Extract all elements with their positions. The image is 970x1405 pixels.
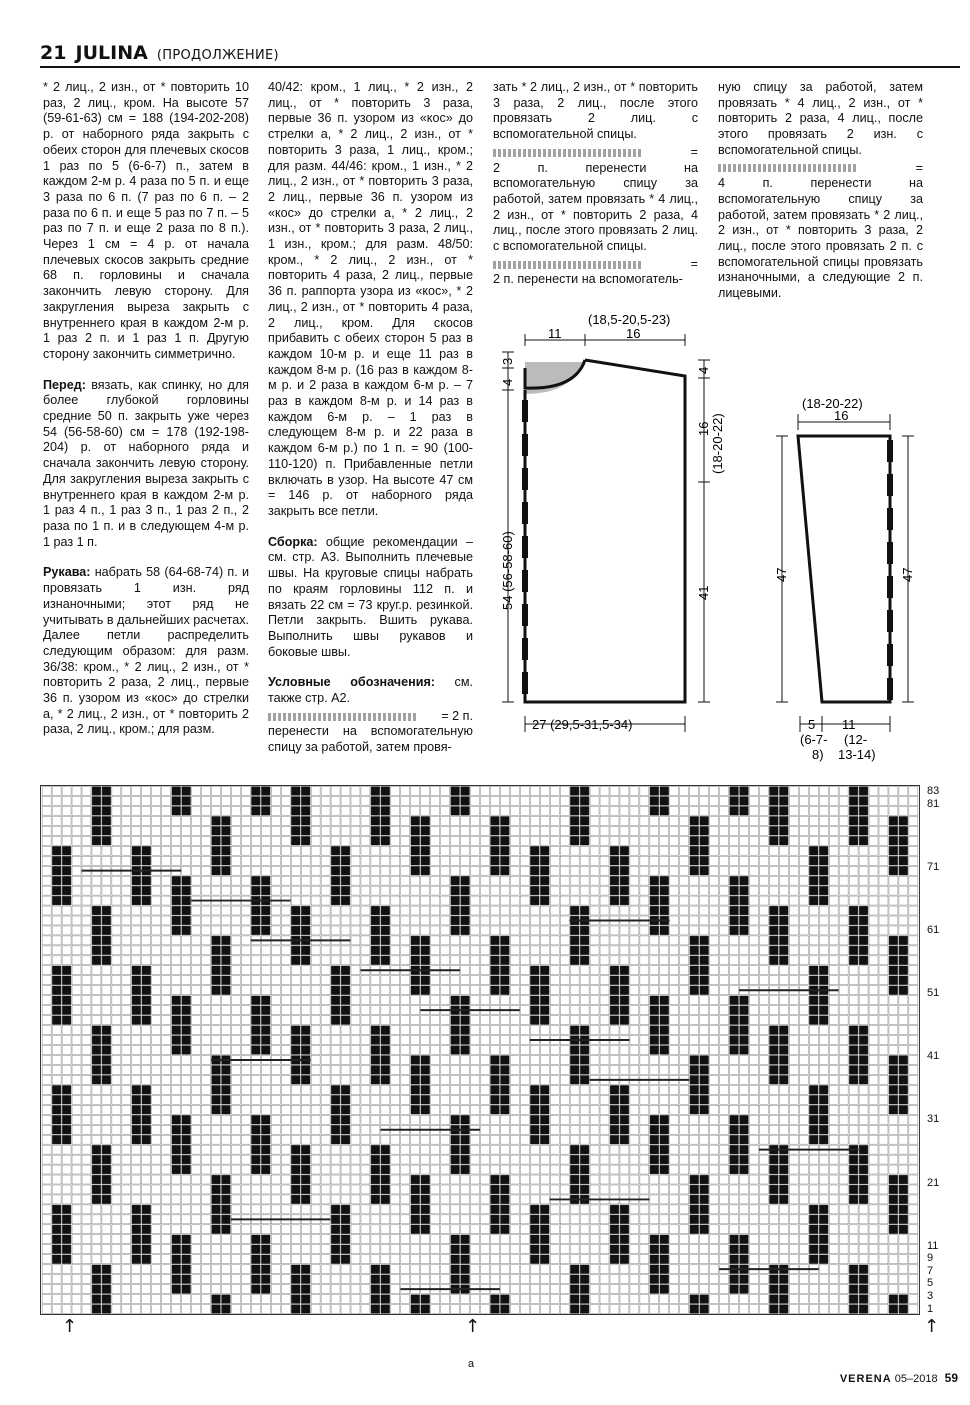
sleeve-dim-right: 47 [900,567,915,582]
legend-symbol-2-eq: = [690,144,698,159]
arrow-up-icon: ↑ [924,1316,940,1337]
sleeves-label: Рукава: [43,565,91,580]
pattern-subtitle: (ПРОДОЛЖЕНИЕ) [156,48,279,63]
page-header [40,42,960,66]
text-column-3 [493,80,698,288]
pattern-title: JULINA [75,42,148,64]
pattern-number: 21 [40,42,67,64]
sleeve-dim-bottom-d: (12- [844,732,868,747]
front-label: Перед: [43,377,86,392]
chart-row-label: 41 [927,1050,940,1063]
schematics [490,310,930,780]
front-text: вязать, как спинку, но для более глубокой горловины средние 50 п. закрыть уже через 54 (56-58-60) см = 178 (192-198-204) р. от наборного ряда и сначала закончить левую сторону. Для закругления выреза закрыть с внутреннего края в каждом 2-м р. 1 раз 4 п., 1 раз 3 п., 1 раз 2 п., 2 раза по 1 п. и в следующем 4-м р. 1 раз 1 п. [43,377,249,549]
legend-symbol-row-1 [268,709,473,725]
arrow-up-icon: ↑ [62,1316,78,1337]
dim-right-mid-a: 16 [696,421,711,436]
dim-left-big: 54 (56-58-60) [500,531,515,610]
text-column-4 [718,80,923,302]
dim-top-mid: 16 [626,326,641,341]
chart-row-label: 61 [927,924,940,937]
chart-row-label: 5 [927,1277,934,1290]
dim-bottom: 27 (29,5-31,5-34) [532,717,633,732]
magazine-issue: 05–2018 [894,1373,938,1385]
chart-row-label: 1 [927,1302,934,1315]
chart-row-label: 83 [927,785,940,798]
text-column-2 [268,80,473,756]
assembly-text: общие рекомендации – см. стр. А3. Выполнить плечевые швы. На круговые спицы набрать по краям горловины 112 п. и вязать 22 см = 73 круг.р. резинкой. Петли закрыть. Вшить рукава. Выполнить швы рукавов и боковые швы. [268,534,473,659]
legend-text: см. также стр. А2. [268,675,473,706]
legend-symbol-1-eq: = 2 п. [441,708,473,723]
sleeves-text: набрать 58 (64-68-74) п. и провязать 1 изн. ряд изнаночными; этот ряд не учитывать в дальнейших расчетах. Далее петли распределить следующим образом: для разм. 36/38: кром., * 2 лиц., 2 изн., от * повторить 2 раза, 2 лиц., первые 36 п. узором из «кос» до стрелки а, * 2 лиц., 2 изн., от * повторить 2 раза, 2 лиц., кром.; для разм. [43,565,249,737]
arrow-up-icon: ↑ [465,1316,481,1337]
legend-paragraph [268,675,473,706]
sleeve-dim-top: 16 [834,408,849,423]
sleeve-dim-bottom-b: 11 [842,717,856,732]
magazine-brand: VERENA [839,1373,892,1385]
legend-symbol-1-text: перенести на вспомогательную спицу за работой, затем провя- [268,724,473,755]
dim-top-left: 11 [548,326,562,341]
sleeve-dim-bottom-e: 8) [812,747,824,762]
legend-symbol-row-3 [493,257,698,273]
sleeves-paragraph [43,565,249,738]
chart-row-labels [927,785,957,1315]
legend-symbol-3-text: 2 п. перенести на вспомогатель- [493,272,683,287]
cable-symbol-icon [493,261,641,269]
dim-right-mid-b: (18-20-22) [710,413,725,474]
sleeve-dim-bottom-c: (6-7- [800,732,828,747]
knitting-chart [40,785,920,1315]
dim-right-small: 4 [696,366,711,374]
legend-symbol-4-text: 4 п. перенести на вспомогательную спицу за работой, затем провязать * 2 лиц., 2 изн., от * повторить 3 раза, 2 лиц., после этого провязать 2 п. с вспомогательной спицы провязать изнаночными, а следующие 2 п. лицевыми. [718,176,923,301]
legend-symbol-1-cont: зать * 2 лиц., 2 изн., от * повторить 3 раза, 2 лиц., после этого провязать 2 лиц. с вспомогательной спицы. [493,80,698,142]
sleeve-dim-bottom-a: 5 [808,717,816,732]
sleeve-schematic [774,396,915,762]
assembly-label: Сборка: [268,534,318,549]
chart-row-label: 71 [927,861,940,874]
sleeves-continued-text: 40/42: кром., 1 лиц., * 2 изн., 2 лиц., от * повторить 3 раза, первые 36 п. узором из «кос» до стрелки а, * 2 лиц., 2 изн., от * повторить 3 раза, 1 лиц., кром.; для разм. 44/46: кром., 1 изн., * 2 лиц., 2 изн., от * повторить 3 раза, 2 лиц., первые 36 п. узором из «кос» до стрелки а, * 2 лиц., 2 изн., от * повторить 3 раза, 2 лиц., 1 изн., кром.; для разм. 48/50: кром., * 2 лиц., 2 изн., от * повторить 4 раза, 2 лиц., первые 36 п. раппорта узора из «кос», * 2 лиц., 2 изн., от * повторить 4 раза, 2 лиц., кром. Для скосов прибавить с обеих сторон 5 раз в каждом 10-м р. и еще 11 раз в каждом 8-м р. (16 раз в каждом 8-м р. и 2 раза в каждом 6-м р. – 7 раз в каждом 8-м р. и 14 раз в каждом 6-м р. – 1 раз в следующем 8-м р. и 22 раза в каждом 6-м р.) по 1 п. = 90 (100-110-120) п. Прибавленные петли включать в узор. На высоте 47 см = 146 р. от наборного ряда закрыть все петли. [268,80,473,518]
sleeve-dim-top-paren: (18-20-22) [802,396,863,411]
dim-left-small-a: 4 [500,378,515,386]
dim-left-small-b: 3 [500,357,515,365]
cable-symbol-icon [718,164,858,172]
legend-symbol-row-4 [718,161,923,177]
back-continued-text: * 2 лиц., 2 изн., от * повторить 10 раз, 2 лиц., кром. На высоте 57 (59-61-63) см = 188 (194-202-208) р. от наборного ряда закрыть с обеих сторон для плечевых скосов 1 раз по 5 (6-6-7) п., затем в каждом 2-м р. 4 раза по 5 п. и еще 3 раза по 6 п. (7 раз по 6 п. – 2 раза по 6 п. и еще 5 раз по 7 п. – 5 раз по 7 п. и еще 2 раза по 8 п.). Через 1 см = 4 р. от начала плечевых скосов закрыть средние 68 п. горловины и сначала закончить левую сторону. Для закругления выреза закрыть с внутреннего края в каждом 2-м р. 1 раз 2 п. и 1 раз 1 п. Другую сторону закончить симметрично. [43,80,249,361]
legend-symbol-2-text: 2 п. перенести на вспомогательную спицу за работой, затем провязать * 4 лиц., 2 изн., от * повторить 2 раза, 4 лиц., после этого провязать 2 лиц. с вспомогательной спицы. [493,160,698,254]
chart-row-label: 51 [927,987,940,1000]
chart-row-label: 31 [927,1113,940,1126]
legend-symbol-4-eq: = [915,160,923,175]
dim-top-paren: (18,5-20,5-23) [588,312,671,327]
sleeve-dim-bottom-f: 13-14) [838,747,876,762]
dim-right-big: 41 [696,585,711,600]
body-schematic [500,312,725,732]
page-footer [840,1371,958,1385]
arrow-label: a [468,1358,475,1370]
chart-row-label: 81 [927,797,940,810]
chart-row-label: 3 [927,1290,934,1303]
text-column-1 [43,80,249,738]
chart-row-label: 11 [927,1239,939,1252]
cable-symbol-icon [493,149,641,157]
legend-symbol-3-cont: ную спицу за работой, затем провязать * 4 лиц., 2 изн., от * повторить 2 раза, 4 лиц., после этого провязать 2 изн. с вспомогательной спицы. [718,80,923,157]
legend-symbol-row-2 [493,145,698,161]
front-paragraph [43,378,249,551]
cable-symbol-icon [268,713,416,721]
chart-row-label: 9 [927,1252,934,1265]
assembly-paragraph [268,535,473,661]
legend-symbol-3-eq: = [690,256,698,271]
header-divider [40,66,960,68]
chart-row-label: 21 [927,1176,940,1189]
legend-label: Условные обозначения: [268,675,435,690]
page-number: 59 [944,1371,958,1385]
chart-row-label: 7 [927,1264,934,1277]
sleeve-dim-left: 47 [774,567,789,582]
